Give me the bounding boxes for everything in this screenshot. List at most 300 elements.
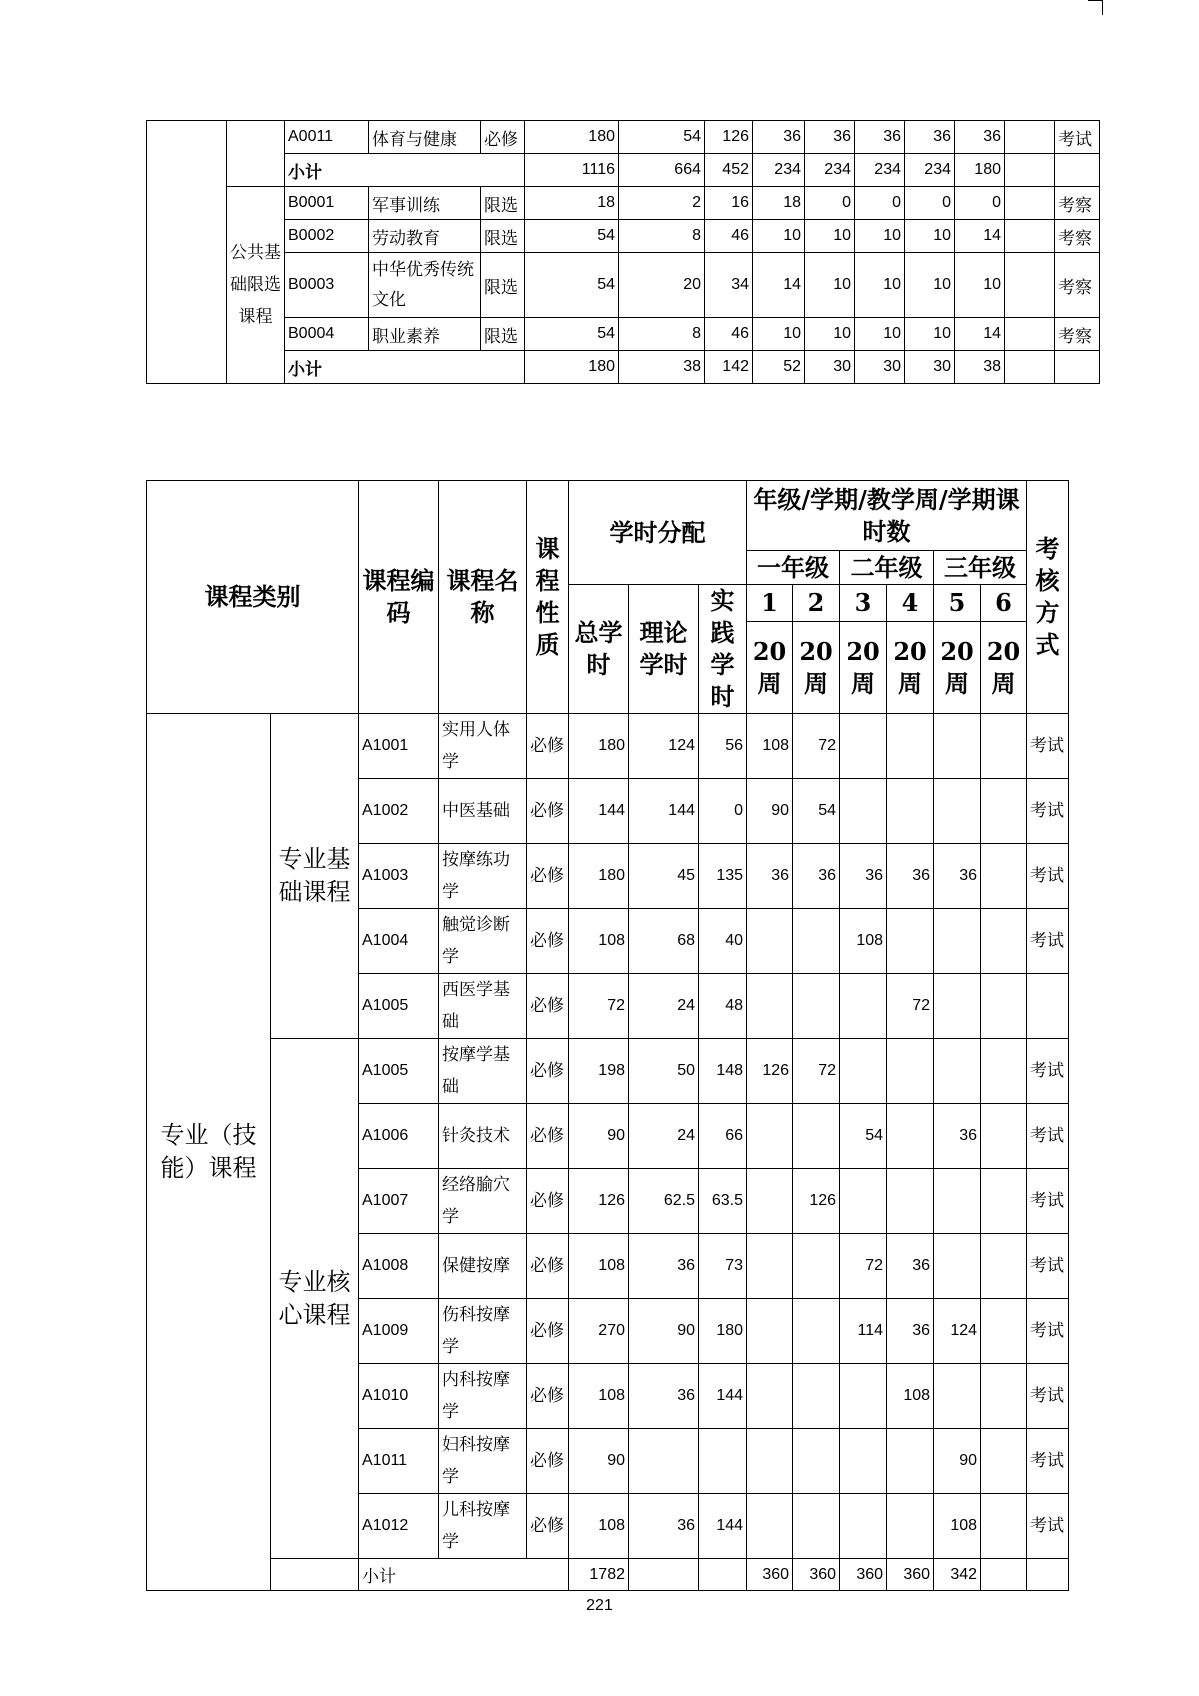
theory-hours: 68 <box>629 909 699 974</box>
total-hours: 90 <box>569 1429 629 1494</box>
term-2-hours: 72 <box>793 1039 840 1104</box>
term-6-hours <box>981 844 1027 909</box>
term-4-hours: 360 <box>887 1559 934 1591</box>
term-2-hours <box>793 1494 840 1559</box>
header-hours-distribution: 学时分配 <box>569 481 747 585</box>
exam-method <box>1027 1559 1069 1591</box>
term-2-hours: 36 <box>793 844 840 909</box>
top-course-table <box>146 120 1100 384</box>
table-row <box>147 253 1100 318</box>
practice-hours: 48 <box>699 974 747 1039</box>
term-2-hours: 30 <box>805 351 855 384</box>
term-5-hours: 14 <box>955 318 1005 351</box>
theory-hours: 24 <box>629 974 699 1039</box>
subtotal-row <box>147 1559 1069 1591</box>
term-4-hours <box>887 1494 934 1559</box>
term-2-hours <box>793 1104 840 1169</box>
term-2-hours: 0 <box>805 187 855 220</box>
header-grade-2: 二年级 <box>840 551 934 585</box>
course-nature: 必修 <box>527 1234 569 1299</box>
header-grade-3: 三年级 <box>934 551 1027 585</box>
course-nature: 必修 <box>527 1299 569 1364</box>
term-3-hours: 0 <box>855 187 905 220</box>
exam-method: 考察 <box>1055 253 1100 318</box>
term-6-hours <box>981 1429 1027 1494</box>
term-6-hours <box>1005 121 1055 154</box>
subcategory-core: 专业核心课程 <box>271 1039 359 1559</box>
term-6-hours <box>981 974 1027 1039</box>
term-4-hours: 36 <box>887 1299 934 1364</box>
course-code: B0003 <box>285 253 369 318</box>
theory-hours: 36 <box>629 1234 699 1299</box>
term-5-hours: 0 <box>955 187 1005 220</box>
practice-hours: 46 <box>705 220 753 253</box>
page-number: 221 <box>586 1597 613 1614</box>
term-5-hours: 342 <box>934 1559 981 1591</box>
total-hours: 54 <box>525 318 619 351</box>
term-1-hours: 234 <box>753 154 805 187</box>
course-name: 中医基础 <box>439 779 527 844</box>
term-6-hours <box>1005 220 1055 253</box>
subtotal-label: 小计 <box>359 1559 569 1591</box>
term-3-hours: 108 <box>840 909 887 974</box>
term-1-hours <box>747 1234 793 1299</box>
term-1-hours: 36 <box>753 121 805 154</box>
course-code: B0002 <box>285 220 369 253</box>
total-hours: 108 <box>569 1494 629 1559</box>
course-name: 伤科按摩学 <box>439 1299 527 1364</box>
course-nature: 必修 <box>527 1494 569 1559</box>
total-hours: 126 <box>569 1169 629 1234</box>
term-3-hours <box>840 1039 887 1104</box>
term-6-hours <box>981 909 1027 974</box>
term-5-hours <box>934 714 981 779</box>
term-4-hours <box>887 714 934 779</box>
term-5-hours: 14 <box>955 220 1005 253</box>
term-6-hours <box>981 1234 1027 1299</box>
term-1-hours: 18 <box>753 187 805 220</box>
course-code: A1004 <box>359 909 439 974</box>
course-code: A1009 <box>359 1299 439 1364</box>
term-2-hours <box>793 1299 840 1364</box>
course-name: 职业素养 <box>369 318 481 351</box>
term-6-hours <box>1005 351 1055 384</box>
total-hours: 198 <box>569 1039 629 1104</box>
term-1-hours: 108 <box>747 714 793 779</box>
practice-hours: 180 <box>699 1299 747 1364</box>
practice-hours: 40 <box>699 909 747 974</box>
exam-method: 考试 <box>1027 1104 1069 1169</box>
term-5-hours <box>934 1169 981 1234</box>
term-4-hours: 30 <box>905 351 955 384</box>
total-hours: 144 <box>569 779 629 844</box>
theory-hours: 54 <box>619 121 705 154</box>
term-2-hours: 54 <box>793 779 840 844</box>
term-6-hours <box>981 779 1027 844</box>
practice-hours: 148 <box>699 1039 747 1104</box>
term-4-hours <box>887 1169 934 1234</box>
course-code: A1001 <box>359 714 439 779</box>
term-1-hours <box>747 974 793 1039</box>
term-2-hours: 234 <box>805 154 855 187</box>
term-6-hours <box>1005 318 1055 351</box>
term-1-hours <box>747 1104 793 1169</box>
header-row <box>147 481 1069 551</box>
course-name: 劳动教育 <box>369 220 481 253</box>
table-row <box>147 1039 1069 1104</box>
exam-method: 考试 <box>1027 1299 1069 1364</box>
exam-method: 考试 <box>1027 714 1069 779</box>
term-2-hours <box>793 974 840 1039</box>
theory-hours: 38 <box>619 351 705 384</box>
total-hours: 54 <box>525 220 619 253</box>
course-nature: 限选 <box>481 187 525 220</box>
term-6-hours <box>1005 187 1055 220</box>
practice-hours: 56 <box>699 714 747 779</box>
term-6-hours <box>981 1494 1027 1559</box>
header-week-6: 20周 <box>981 622 1027 714</box>
exam-method: 考试 <box>1027 909 1069 974</box>
term-5-hours <box>934 1364 981 1429</box>
term-3-hours <box>840 1429 887 1494</box>
table-row <box>147 187 1100 220</box>
course-name: 按摩练功学 <box>439 844 527 909</box>
total-hours: 1116 <box>525 154 619 187</box>
exam-method: 考试 <box>1055 121 1100 154</box>
term-3-hours <box>840 1169 887 1234</box>
course-name: 按摩学基础 <box>439 1039 527 1104</box>
theory-hours: 24 <box>629 1104 699 1169</box>
term-5-hours: 124 <box>934 1299 981 1364</box>
course-code: B0001 <box>285 187 369 220</box>
term-4-hours: 10 <box>905 318 955 351</box>
course-name: 内科按摩学 <box>439 1364 527 1429</box>
exam-method: 考试 <box>1027 1364 1069 1429</box>
course-nature: 必修 <box>527 1104 569 1169</box>
practice-hours: 126 <box>705 121 753 154</box>
header-code: 课程编码 <box>359 481 439 714</box>
term-5-hours <box>934 974 981 1039</box>
practice-hours: 63.5 <box>699 1169 747 1234</box>
total-hours: 1782 <box>569 1559 629 1591</box>
term-4-hours <box>887 1429 934 1494</box>
header-week-4: 20周 <box>887 622 934 714</box>
exam-method: 考试 <box>1027 1169 1069 1234</box>
corner-crop-mark <box>1088 0 1103 15</box>
term-1-hours <box>747 1429 793 1494</box>
exam-method: 考试 <box>1027 1039 1069 1104</box>
total-hours: 72 <box>569 974 629 1039</box>
practice-hours: 452 <box>705 154 753 187</box>
total-hours: 54 <box>525 253 619 318</box>
exam-method: 考试 <box>1027 844 1069 909</box>
term-4-hours: 36 <box>887 1234 934 1299</box>
header-practice-hours: 实践学时 <box>699 585 747 714</box>
term-3-hours <box>840 714 887 779</box>
term-3-hours <box>840 1364 887 1429</box>
header-week-3: 20周 <box>840 622 887 714</box>
header-week-1: 20周 <box>747 622 793 714</box>
course-name: 中华优秀传统文化 <box>369 253 481 318</box>
subtotal-label: 小计 <box>285 351 525 384</box>
theory-hours: 8 <box>619 318 705 351</box>
theory-hours: 2 <box>619 187 705 220</box>
term-6-hours <box>981 714 1027 779</box>
total-hours: 180 <box>525 351 619 384</box>
term-4-hours: 36 <box>905 121 955 154</box>
course-name: 触觉诊断学 <box>439 909 527 974</box>
term-1-hours: 126 <box>747 1039 793 1104</box>
term-4-hours: 10 <box>905 253 955 318</box>
header-total-hours: 总学时 <box>569 585 629 714</box>
term-6-hours <box>981 1299 1027 1364</box>
course-nature: 必修 <box>481 121 525 154</box>
term-1-hours: 360 <box>747 1559 793 1591</box>
practice-hours: 135 <box>699 844 747 909</box>
term-2-hours: 36 <box>805 121 855 154</box>
header-term-4: 4 <box>887 585 934 622</box>
term-2-hours <box>793 1364 840 1429</box>
header-term-2: 2 <box>793 585 840 622</box>
theory-hours <box>629 1559 699 1591</box>
practice-hours: 16 <box>705 187 753 220</box>
term-4-hours: 0 <box>905 187 955 220</box>
term-5-hours: 36 <box>934 1104 981 1169</box>
course-name: 针灸技术 <box>439 1104 527 1169</box>
theory-hours: 20 <box>619 253 705 318</box>
term-1-hours: 10 <box>753 220 805 253</box>
course-nature: 必修 <box>527 1039 569 1104</box>
header-nature: 课程性质 <box>527 481 569 714</box>
course-nature: 必修 <box>527 974 569 1039</box>
course-nature: 必修 <box>527 1169 569 1234</box>
course-nature: 限选 <box>481 253 525 318</box>
exam-method: 考察 <box>1055 187 1100 220</box>
course-code: A0011 <box>285 121 369 154</box>
term-2-hours: 10 <box>805 220 855 253</box>
term-1-hours: 52 <box>753 351 805 384</box>
table-row <box>147 121 1100 154</box>
total-hours: 180 <box>569 844 629 909</box>
subtotal-row <box>147 154 1100 187</box>
course-code: A1007 <box>359 1169 439 1234</box>
exam-method <box>1027 974 1069 1039</box>
term-3-hours: 10 <box>855 220 905 253</box>
term-4-hours <box>887 1104 934 1169</box>
exam-method <box>1055 351 1100 384</box>
term-2-hours: 10 <box>805 318 855 351</box>
term-3-hours: 234 <box>855 154 905 187</box>
exam-method: 考试 <box>1027 1494 1069 1559</box>
term-2-hours <box>793 1429 840 1494</box>
course-nature: 必修 <box>527 714 569 779</box>
practice-hours: 0 <box>699 779 747 844</box>
theory-hours: 62.5 <box>629 1169 699 1234</box>
exam-method: 考试 <box>1027 1234 1069 1299</box>
header-theory-hours: 理论学时 <box>629 585 699 714</box>
term-3-hours <box>840 1494 887 1559</box>
course-nature: 限选 <box>481 318 525 351</box>
term-2-hours: 72 <box>793 714 840 779</box>
subtotal-label: 小计 <box>285 154 525 187</box>
term-3-hours: 10 <box>855 253 905 318</box>
term-6-hours <box>981 1039 1027 1104</box>
table-row <box>147 318 1100 351</box>
term-5-hours <box>934 909 981 974</box>
term-1-hours <box>747 1364 793 1429</box>
total-hours: 180 <box>525 121 619 154</box>
term-1-hours: 36 <box>747 844 793 909</box>
header-term-6: 6 <box>981 585 1027 622</box>
category-professional: 专业（技能）课程 <box>147 714 271 1591</box>
term-6-hours <box>981 1104 1027 1169</box>
header-exam-method: 考核方式 <box>1027 481 1069 714</box>
term-2-hours <box>793 1234 840 1299</box>
term-4-hours <box>887 779 934 844</box>
total-hours: 270 <box>569 1299 629 1364</box>
exam-method: 考察 <box>1055 318 1100 351</box>
term-4-hours: 108 <box>887 1364 934 1429</box>
theory-hours: 124 <box>629 714 699 779</box>
term-4-hours: 36 <box>887 844 934 909</box>
practice-hours: 73 <box>699 1234 747 1299</box>
term-4-hours <box>887 909 934 974</box>
exam-method: 考试 <box>1027 1429 1069 1494</box>
course-code: A1002 <box>359 779 439 844</box>
course-name: 实用人体学 <box>439 714 527 779</box>
theory-hours: 144 <box>629 779 699 844</box>
term-1-hours <box>747 1494 793 1559</box>
term-4-hours: 72 <box>887 974 934 1039</box>
course-code: A1005 <box>359 1039 439 1104</box>
theory-hours: 36 <box>629 1494 699 1559</box>
theory-hours: 45 <box>629 844 699 909</box>
practice-hours: 144 <box>699 1364 747 1429</box>
term-6-hours <box>981 1364 1027 1429</box>
term-3-hours: 360 <box>840 1559 887 1591</box>
term-3-hours <box>840 779 887 844</box>
term-3-hours: 36 <box>855 121 905 154</box>
course-nature: 必修 <box>527 1429 569 1494</box>
term-3-hours: 72 <box>840 1234 887 1299</box>
course-name: 体育与健康 <box>369 121 481 154</box>
term-1-hours: 90 <box>747 779 793 844</box>
practice-hours: 34 <box>705 253 753 318</box>
term-6-hours <box>1005 253 1055 318</box>
exam-method <box>1055 154 1100 187</box>
table-row <box>147 220 1100 253</box>
subcategory-public-limited: 公共基础限选课程 <box>227 187 285 384</box>
subcategory-basic: 专业基础课程 <box>271 714 359 1039</box>
term-5-hours: 10 <box>955 253 1005 318</box>
header-term-1: 1 <box>747 585 793 622</box>
header-category: 课程类别 <box>147 481 359 714</box>
course-code: A1006 <box>359 1104 439 1169</box>
total-hours: 108 <box>569 1364 629 1429</box>
course-name: 西医学基础 <box>439 974 527 1039</box>
practice-hours: 142 <box>705 351 753 384</box>
theory-hours: 664 <box>619 154 705 187</box>
term-3-hours: 36 <box>840 844 887 909</box>
category-cell-blank <box>147 121 227 384</box>
header-grade-1: 一年级 <box>747 551 840 585</box>
course-nature: 必修 <box>527 844 569 909</box>
term-4-hours <box>887 1039 934 1104</box>
term-3-hours: 114 <box>840 1299 887 1364</box>
course-name: 妇科按摩学 <box>439 1429 527 1494</box>
term-3-hours: 30 <box>855 351 905 384</box>
course-nature: 必修 <box>527 909 569 974</box>
course-nature: 必修 <box>527 1364 569 1429</box>
term-5-hours <box>934 779 981 844</box>
term-5-hours: 180 <box>955 154 1005 187</box>
term-2-hours: 360 <box>793 1559 840 1591</box>
term-5-hours: 36 <box>955 121 1005 154</box>
term-2-hours: 10 <box>805 253 855 318</box>
course-code: A1010 <box>359 1364 439 1429</box>
header-term-5: 5 <box>934 585 981 622</box>
theory-hours <box>629 1429 699 1494</box>
term-1-hours <box>747 909 793 974</box>
course-code: A1012 <box>359 1494 439 1559</box>
practice-hours: 46 <box>705 318 753 351</box>
course-nature: 限选 <box>481 220 525 253</box>
course-name: 儿科按摩学 <box>439 1494 527 1559</box>
exam-method: 考察 <box>1055 220 1100 253</box>
practice-hours: 66 <box>699 1104 747 1169</box>
term-5-hours: 90 <box>934 1429 981 1494</box>
term-3-hours <box>840 974 887 1039</box>
theory-hours: 50 <box>629 1039 699 1104</box>
total-hours: 108 <box>569 1234 629 1299</box>
course-code: A1008 <box>359 1234 439 1299</box>
header-term-3: 3 <box>840 585 887 622</box>
course-code: A1003 <box>359 844 439 909</box>
term-6-hours <box>981 1559 1027 1591</box>
course-name: 军事训练 <box>369 187 481 220</box>
total-hours: 18 <box>525 187 619 220</box>
term-1-hours <box>747 1299 793 1364</box>
header-week-5: 20周 <box>934 622 981 714</box>
theory-hours: 8 <box>619 220 705 253</box>
subcategory-cell-blank <box>227 121 285 187</box>
course-name: 经络腧穴学 <box>439 1169 527 1234</box>
total-hours: 90 <box>569 1104 629 1169</box>
course-code: A1005 <box>359 974 439 1039</box>
term-1-hours: 10 <box>753 318 805 351</box>
course-nature: 必修 <box>527 779 569 844</box>
term-2-hours: 126 <box>793 1169 840 1234</box>
total-hours: 180 <box>569 714 629 779</box>
header-grade-title: 年级/学期/教学周/学期课时数 <box>747 481 1027 551</box>
term-6-hours <box>981 1169 1027 1234</box>
table-row <box>147 714 1069 779</box>
course-name: 保健按摩 <box>439 1234 527 1299</box>
subtotal-row <box>147 351 1100 384</box>
term-4-hours: 10 <box>905 220 955 253</box>
total-hours: 108 <box>569 909 629 974</box>
course-code: B0004 <box>285 318 369 351</box>
header-name: 课程名称 <box>439 481 527 714</box>
term-5-hours: 108 <box>934 1494 981 1559</box>
term-5-hours <box>934 1234 981 1299</box>
term-2-hours <box>793 909 840 974</box>
term-1-hours <box>747 1169 793 1234</box>
header-week-2: 20周 <box>793 622 840 714</box>
term-5-hours <box>934 1039 981 1104</box>
practice-hours <box>699 1429 747 1494</box>
exam-method: 考试 <box>1027 779 1069 844</box>
